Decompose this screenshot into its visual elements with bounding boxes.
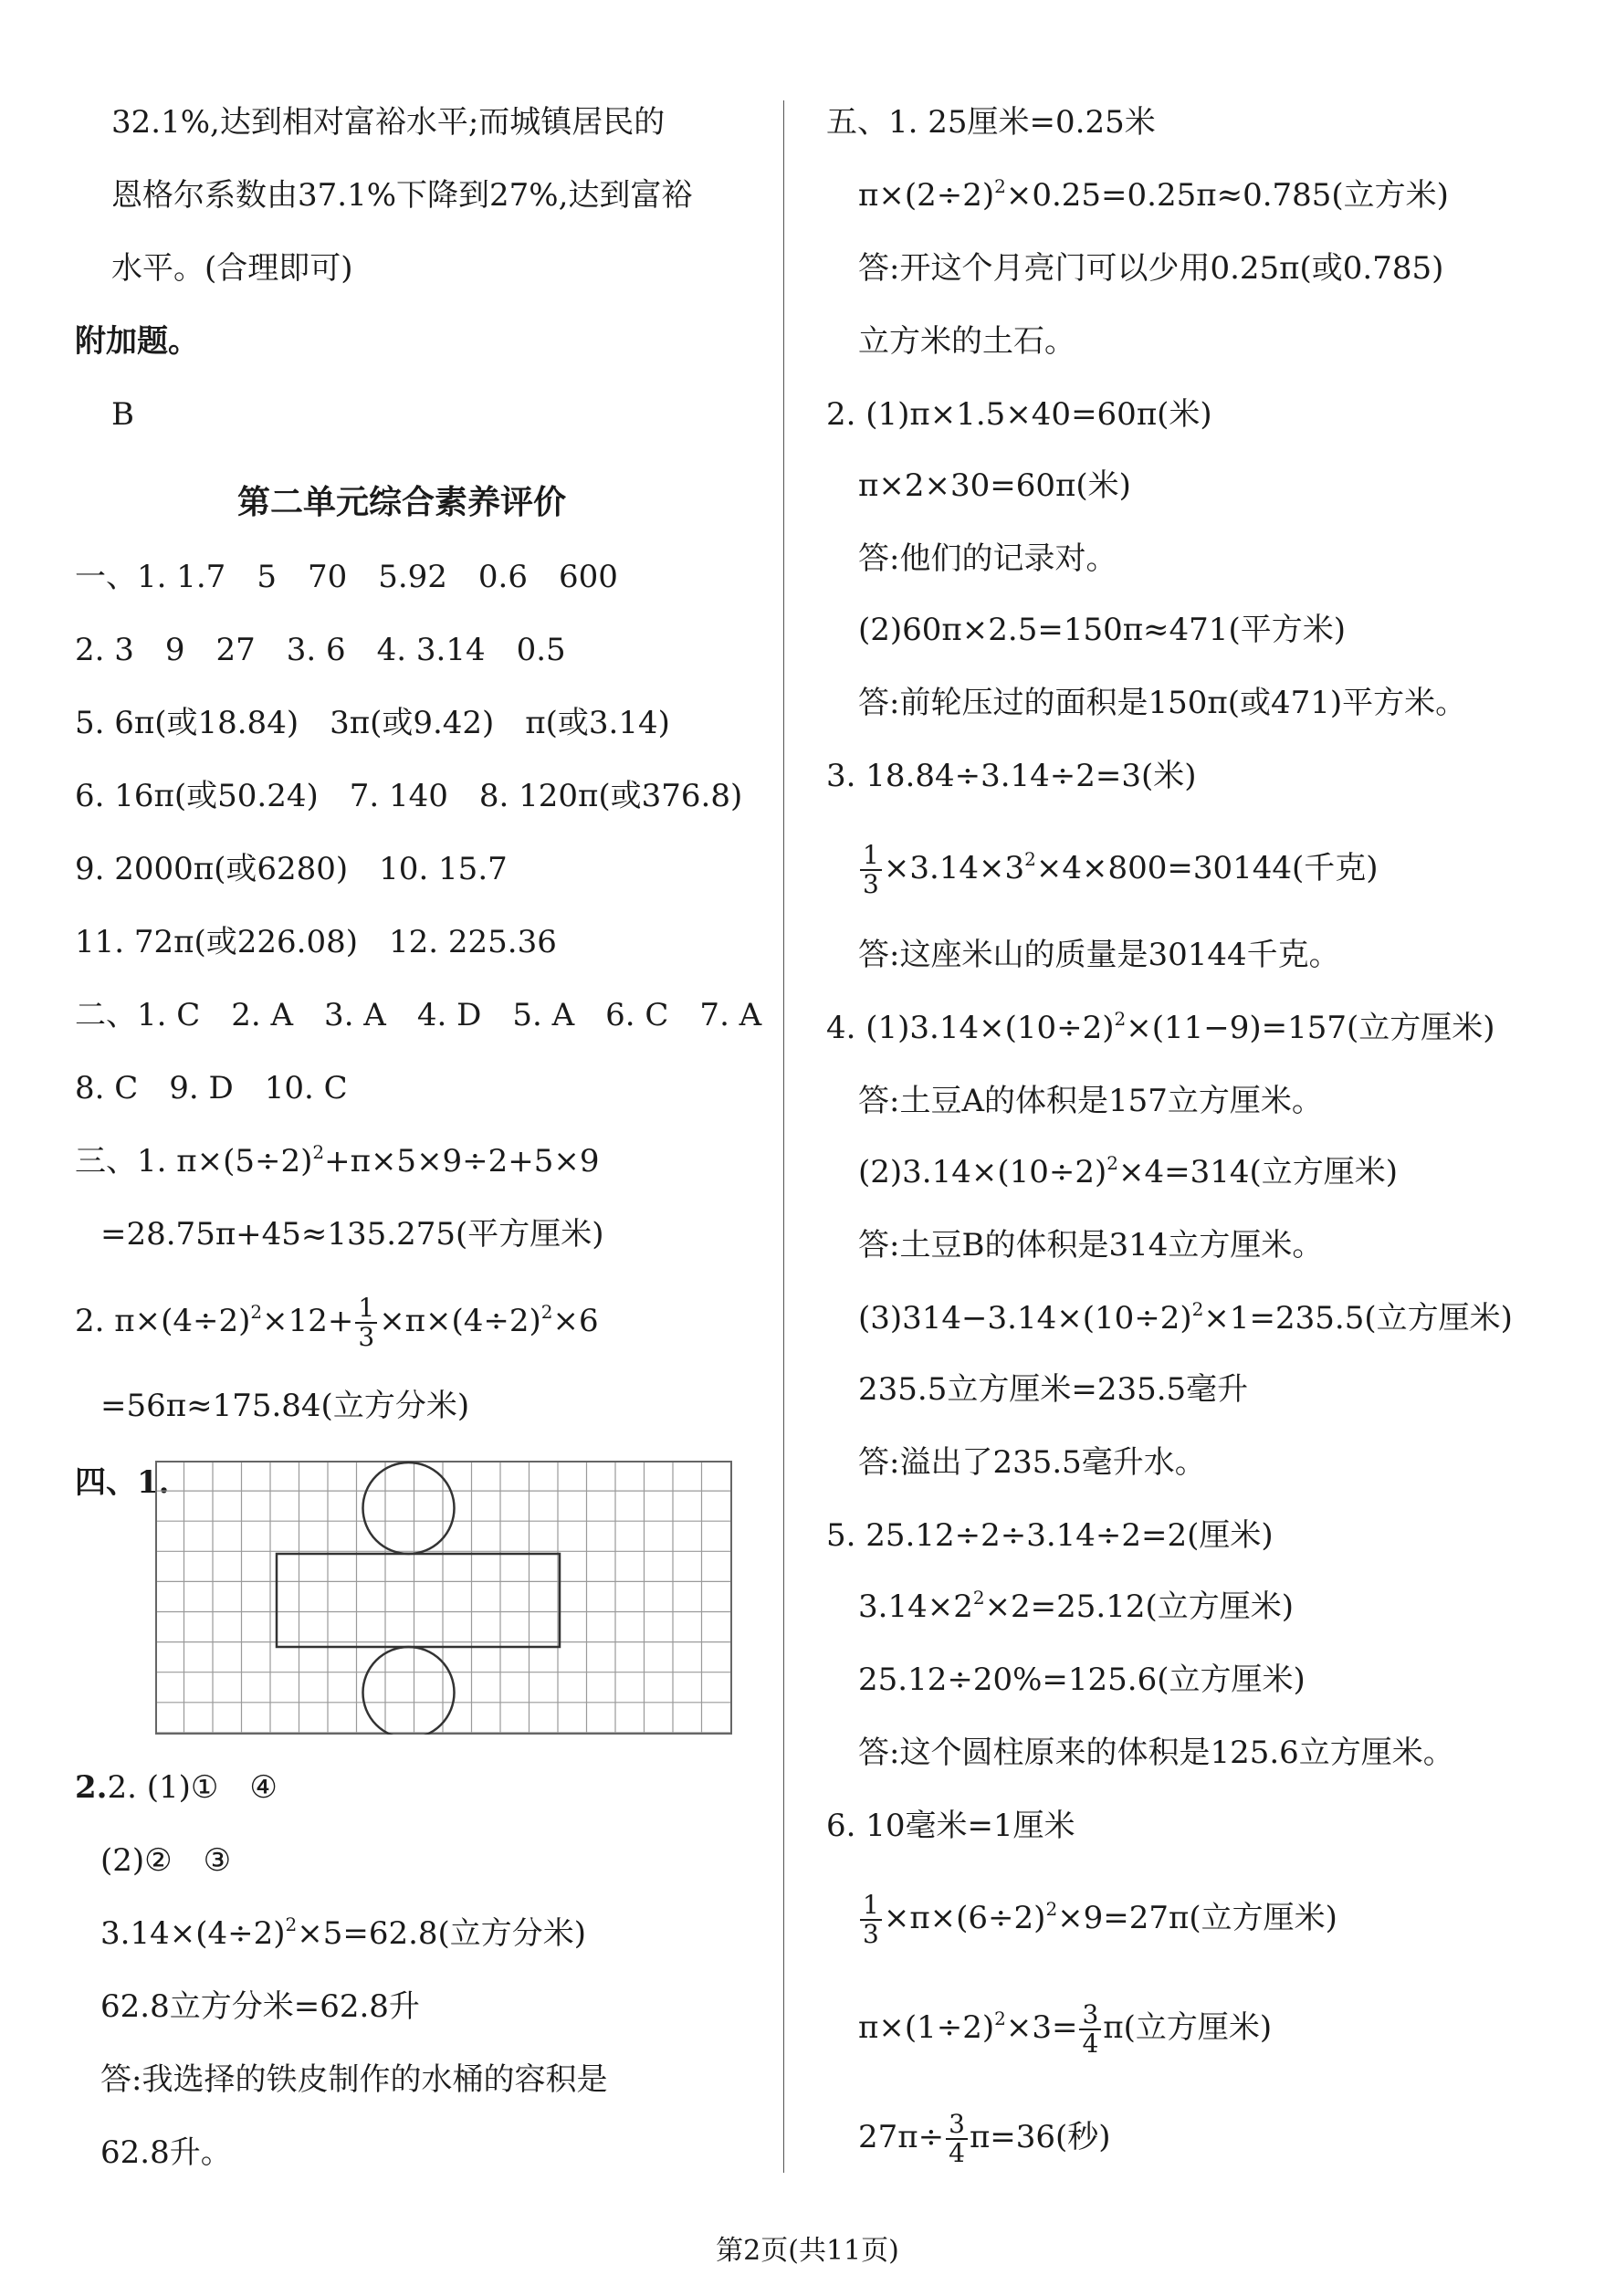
- text-line: 62.8升。: [100, 2134, 232, 2171]
- fraction: $\frac{1}{3}$: [860, 842, 882, 898]
- text-line: =56π≈175.84(立方分米): [100, 1388, 470, 1424]
- text-line: 6. 16π(或50.24) 7. 140 8. 120π(或376.8): [75, 778, 743, 814]
- text-line: 答:这座米山的质量是30144千克。: [858, 937, 1340, 973]
- formula-line: 三、1. $\pi\times(5\div 2)^2+\pi\times 5\times 9\div 2+5\times 9$: [75, 1141, 600, 1179]
- text-line: 25.12÷20%=125.6(立方厘米): [858, 1662, 1306, 1698]
- text-line: (2)② ③: [100, 1842, 232, 1879]
- text-line: 答:这个圆柱原来的体积是125.6立方厘米。: [858, 1735, 1454, 1771]
- text-line: 答:我选择的铁皮制作的水桶的容积是: [100, 2061, 608, 2098]
- grid-diagram: [155, 1461, 732, 1735]
- text-line: 答:他们的记录对。: [858, 540, 1117, 577]
- formula-line: $\frac{1}{3}$ $\times 3.14\times 3^2\times 4\times 800=30144$(千克): [858, 842, 1379, 898]
- text-line: 立方米的土石。: [858, 323, 1075, 360]
- text-line: 9. 2000π(或6280) 10. 15.7: [75, 851, 508, 887]
- text-line: 5. 6π(或18.84) 3π(或9.42) π(或3.14): [75, 705, 670, 741]
- section-title: 第二单元综合素养评价: [237, 483, 567, 521]
- formula-line: 2. $\pi\times(4\div 2)^2\times 12+$ $\frac{1}{3}$ $\times\pi\times(4\div 2)^2\times 6$: [75, 1293, 599, 1352]
- grid-lines: [156, 1462, 730, 1733]
- text-line: π×2×30=60π(米): [858, 467, 1131, 504]
- text-line: 水平。(合理即可): [111, 250, 353, 287]
- text-line: 2. 3 9 27 3. 6 4. 3.14 0.5: [75, 632, 566, 668]
- column-divider: [783, 100, 784, 2173]
- text-line: B: [111, 396, 134, 433]
- text-line: =28.75π+45≈135.275(平方厘米): [100, 1216, 604, 1253]
- question-label: 四、1.: [75, 1464, 170, 1501]
- text-line: 二、1. C 2. A 3. A 4. D 5. A 6. C 7. A: [75, 997, 762, 1033]
- text-line: 62.8立方分米=62.8升: [100, 1988, 420, 2025]
- formula-line: 27π÷ $\frac{3}{4}$ π=36(秒): [858, 2109, 1111, 2168]
- heading-bonus: 附加题。: [75, 323, 199, 360]
- circle-bottom: [363, 1647, 455, 1735]
- text-line: 2.2. (1)① ④: [75, 1769, 278, 1806]
- formula-line: $\pi\times(1\div 2)^2\times 3=$ $\frac{3}{4}$ π(立方厘米): [858, 1999, 1273, 2059]
- text-line: 五、1. 25厘米=0.25米: [826, 104, 1156, 141]
- fraction: $\frac{3}{4}$: [946, 2111, 968, 2167]
- text-line: 恩格尔系数由37.1%下降到27%,达到富裕: [111, 177, 693, 214]
- formula-line: 4. $(1)3.14\times(10\div 2)^2\times(11-9)=157$(立方厘米): [826, 1008, 1495, 1046]
- fraction: $\frac{3}{4}$: [1079, 2001, 1101, 2058]
- text-line: 235.5立方厘米=235.5毫升: [858, 1371, 1249, 1408]
- text-line: 答:开这个月亮门可以少用0.25π(或0.785): [858, 250, 1444, 287]
- text-line: (2)60π×2.5=150π≈471(平方米): [858, 612, 1346, 648]
- text-line: 答:土豆A的体积是157立方厘米。: [858, 1083, 1323, 1119]
- text-line: 2. (1)π×1.5×40=60π(米): [826, 396, 1212, 433]
- formula-line: $(2)3.14\times(10\div 2)^2\times 4=314$(立方厘米): [858, 1152, 1399, 1190]
- formula-line: $3.14\times(4\div 2)^2\times 5=62.8$(立方分米): [100, 1913, 587, 1952]
- text-line: 6. 10毫米=1厘米: [826, 1808, 1075, 1844]
- text-line: 5. 25.12÷2÷3.14÷2=2(厘米): [826, 1517, 1274, 1554]
- grid-border: [156, 1462, 731, 1734]
- circle-top: [363, 1463, 455, 1554]
- formula-line: $\pi\times(2\div 2)^2\times 0.25=0.25\pi\approx 0.785$(立方米): [858, 175, 1449, 214]
- text-line: 答:溢出了235.5毫升水。: [858, 1444, 1206, 1481]
- text-line: 答:土豆B的体积是314立方厘米。: [858, 1227, 1324, 1263]
- text-line: 32.1%,达到相对富裕水平;而城镇居民的: [111, 104, 666, 141]
- fraction: $\frac{1}{3}$: [860, 1892, 882, 1948]
- fraction: $\frac{1}{3}$: [355, 1295, 377, 1351]
- text-line: 11. 72π(或226.08) 12. 225.36: [75, 924, 557, 960]
- page-footer: 第2页(共11页): [716, 2235, 899, 2267]
- formula-line: $3.14\times 2^2\times 2=25.12$(立方厘米): [858, 1587, 1295, 1625]
- text-line: 3. 18.84÷3.14÷2=3(米): [826, 758, 1197, 794]
- text-line: 答:前轮压过的面积是150π(或471)平方米。: [858, 685, 1467, 721]
- rectangle-net: [277, 1554, 560, 1647]
- formula-line: $\frac{1}{3}$ $\times\pi\times(6\div 2)^2\times 9=27\pi$(立方厘米): [858, 1892, 1337, 1948]
- formula-line: $(3)314-3.14\times(10\div 2)^2\times 1=235.5$(立方厘米): [858, 1298, 1513, 1337]
- text-line: 8. C 9. D 10. C: [75, 1070, 348, 1106]
- text-line: 一、1. 1.7 5 70 5.92 0.6 600: [75, 559, 618, 595]
